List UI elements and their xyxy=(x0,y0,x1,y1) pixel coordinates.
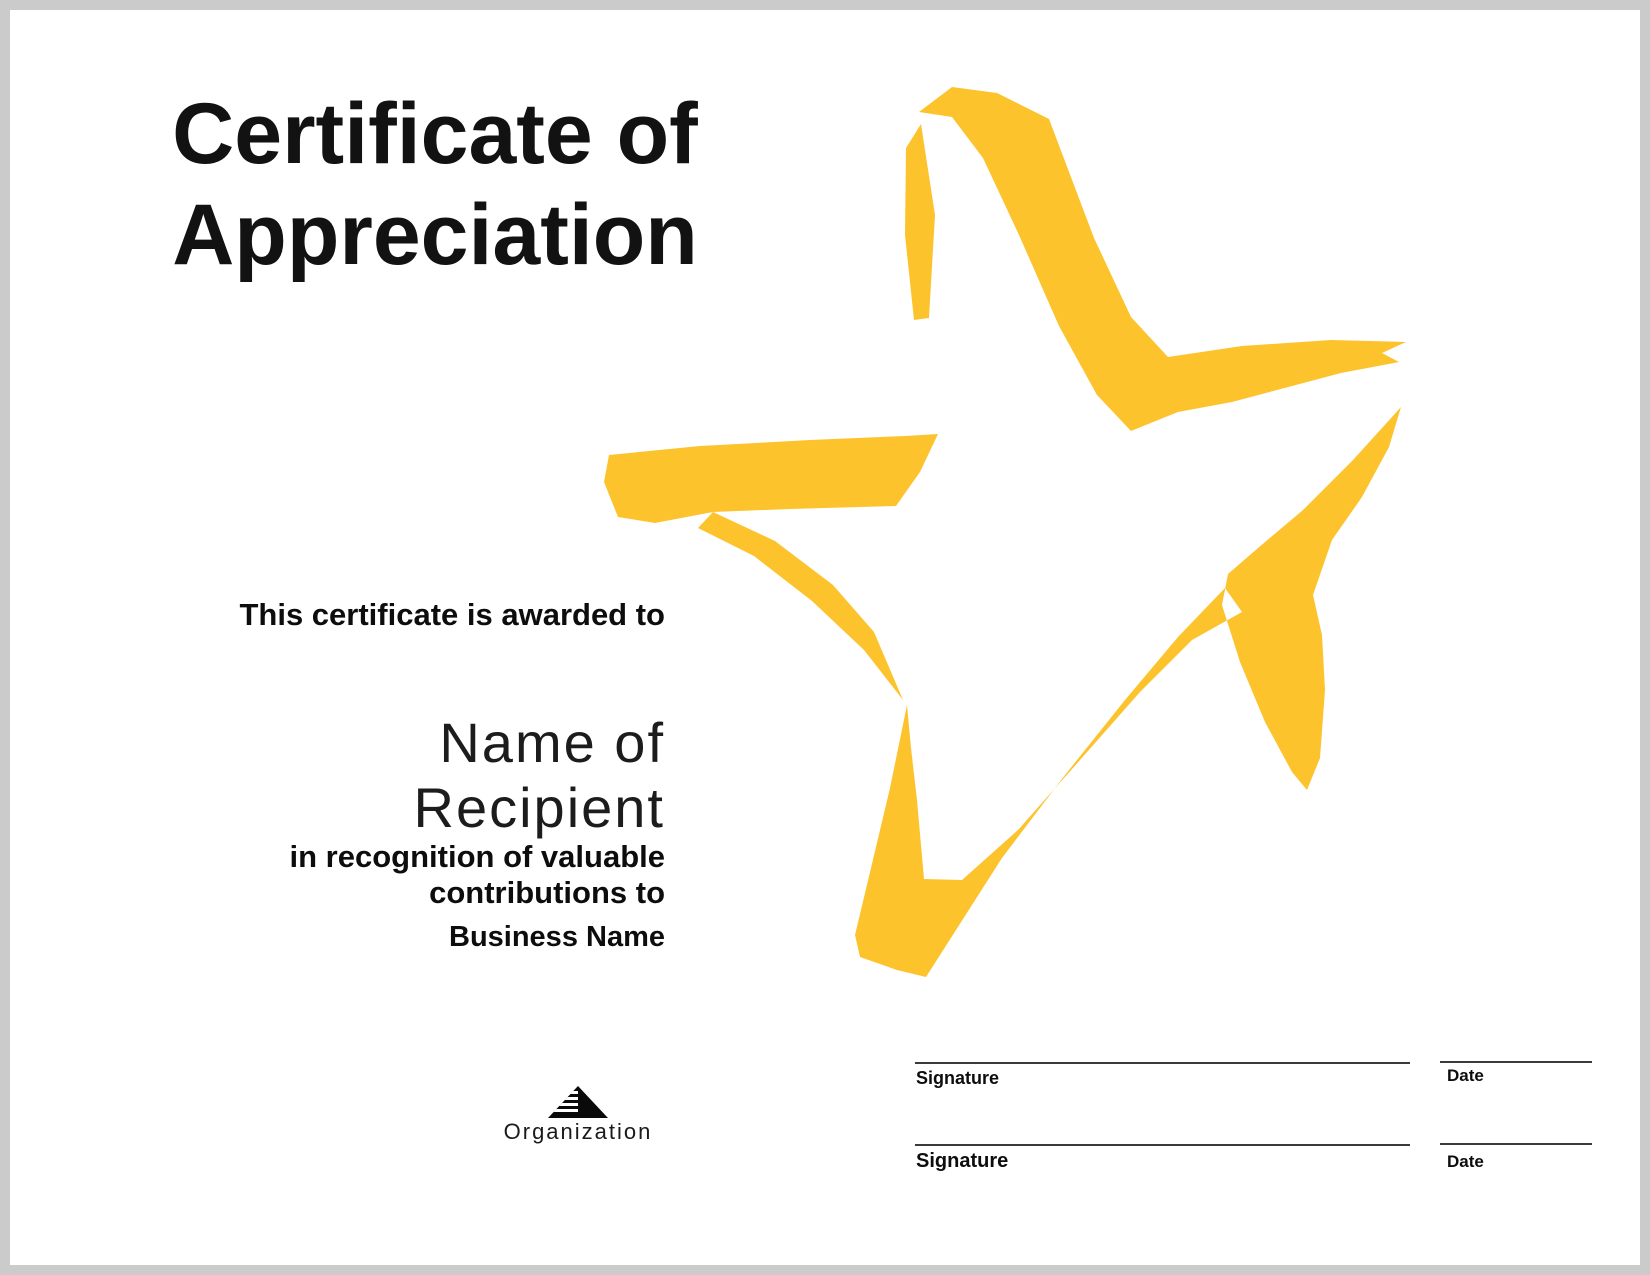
recognition-label: in recognition of valuable contributions to xyxy=(289,839,665,910)
organization-label: Organization xyxy=(503,1119,653,1144)
date-line-2 xyxy=(1440,1143,1592,1145)
signature-line-2 xyxy=(915,1144,1410,1146)
title-line-2: Appreciation xyxy=(172,187,698,283)
title-line-1: Certificate of xyxy=(172,86,698,182)
business-name: Business Name xyxy=(449,921,665,953)
pyramid-logo-icon xyxy=(545,1083,611,1121)
recipient-name: Name of Recipient xyxy=(413,711,665,839)
signature-label-1: Signature xyxy=(916,1068,1000,1088)
signature-label-2: Signature xyxy=(916,1150,1009,1172)
certificate-title xyxy=(135,84,735,286)
signature-line-1 xyxy=(915,1062,1410,1064)
date-line-1 xyxy=(1440,1061,1592,1063)
awarded-label: This certificate is awarded to xyxy=(239,597,665,632)
date-label-1: Date xyxy=(1447,1066,1484,1085)
date-label-2: Date xyxy=(1447,1152,1484,1171)
